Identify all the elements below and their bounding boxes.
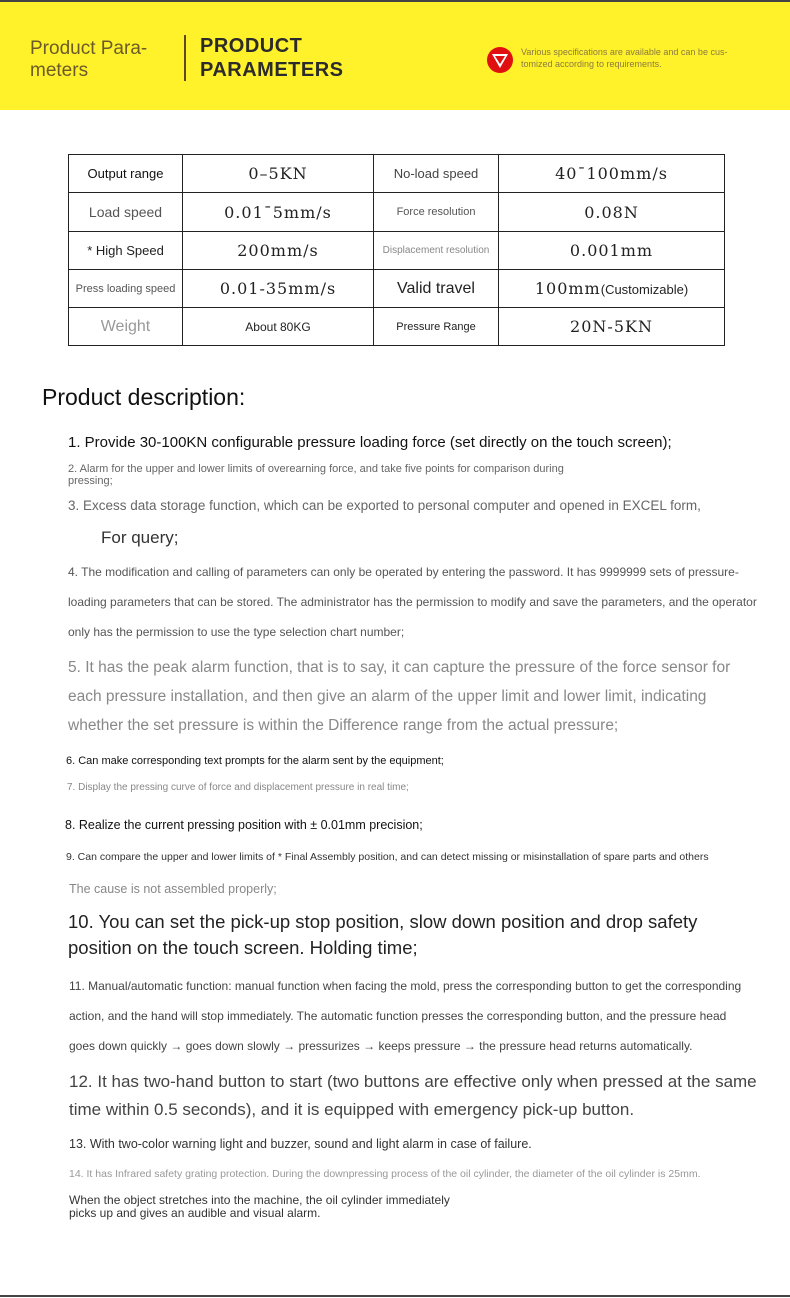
header-note-line1: Various specifications are available and can be cus- (521, 47, 728, 57)
list-item: 6. Can make corresponding text prompts for the alarm sent by the equipment; (66, 755, 444, 767)
header-title-caps-line1: PRODUCT (200, 35, 303, 57)
spec-label: Valid travel (374, 270, 499, 308)
spec-value: 0.001mm (499, 232, 725, 270)
spec-label: Force resolution (374, 193, 499, 232)
list-item: 2. Alarm for the upper and lower limits of overearning force, and take five points for comparison during pressing; (68, 463, 564, 487)
spec-label: * High Speed (69, 232, 183, 270)
header-title-caps-line2: PARAMETERS (200, 59, 344, 81)
list-item: 12. It has two-hand button to start (two buttons are effective only when pressed at the same time within 0.5 seconds), and it is equipped with emergency pick-up button. (69, 1072, 757, 1119)
header-banner (0, 2, 790, 110)
list-item: 8. Realize the current pressing position with ± 0.01mm precision; (65, 818, 423, 832)
header-note (521, 46, 771, 70)
table-row (69, 232, 725, 270)
header-title-caps (200, 34, 344, 82)
spec-value: 0.01-35mm/s (183, 270, 374, 308)
table-row (69, 308, 725, 346)
spec-value: 20N-5KN (499, 308, 725, 346)
spec-value: 100mm (534, 279, 601, 298)
bottom-border (0, 1295, 790, 1297)
spec-value-note: (Customizable) (600, 282, 689, 297)
header-title-en-line1: Product Para- (30, 38, 148, 59)
spec-value: 0.08N (499, 193, 725, 232)
table-row (69, 155, 725, 193)
list-item: When the object stretches into the machine, the oil cylinder immediately picks up and gives an audible and visual alarm. (69, 1193, 450, 1220)
description-title: Product description: (42, 384, 246, 410)
spec-label: No-load speed (374, 155, 499, 193)
header-title-en (30, 38, 147, 82)
spec-label: Output range (69, 155, 183, 193)
list-item: 14. It has Infrared safety grating protection. During the downpressing process of the oil cylinder, the diameter of the oil cylinder is 25mm. (69, 1168, 701, 1180)
spec-value: 200mm/s (183, 232, 374, 270)
spec-value-cell (499, 270, 725, 308)
spec-value: About 80KG (183, 308, 374, 346)
list-item: 9. Can compare the upper and lower limits of * Final Assembly position, and can detect missing or misinstallation of spare parts and others (66, 851, 709, 863)
list-item: 3. Excess data storage function, which can be exported to personal computer and opened in EXCEL form, (68, 498, 701, 513)
spec-label: Pressure Range (374, 308, 499, 346)
header-note-line2: tomized according to requirements. (521, 59, 662, 69)
list-item: 1. Provide 30-100KN configurable pressure loading force (set directly on the touch screen); (68, 434, 672, 451)
table-row (69, 270, 725, 308)
header-divider (184, 35, 186, 81)
list-item: 4. The modification and calling of parameters can only be operated by entering the password. It has 9999999 sets of pressure-loading parameters that can be stored. The administrator has the permission to modify and save the parameters, and the operator only has the permission to use the type selection chart number; (68, 565, 757, 639)
table-row (69, 193, 725, 232)
spec-label: Weight (69, 308, 183, 346)
list-item: 7. Display the pressing curve of force and displacement pressure in real time; (67, 782, 409, 793)
list-item: The cause is not assembled properly; (69, 882, 277, 896)
header-title-en-line2: meters (30, 60, 89, 81)
list-item: 11. Manual/automatic function: manual function when facing the mold, press the corresponding button to get the corresponding action, and the hand will stop immediately. The automatic function presses the corresponding button, and the pressure head goes down quickly → goes down slowly → pressurizes → keeps pressure → the pressure head returns automatically. (69, 979, 742, 1053)
list-item: 5. It has the peak alarm function, that is to say, it can capture the pressure of the force sensor for each pressure installation, and then give an alarm of the upper limit and lower limit, indicating whether the set pressure is within the Difference range from the actual pressure; (68, 659, 731, 734)
spec-label: Displacement resolution (374, 232, 499, 270)
list-item: 10. You can set the pick-up stop position, slow down position and drop safety position on the touch screen. Holding time; (68, 911, 698, 958)
spec-value: 40¯100mm/s (499, 155, 725, 193)
triangle-badge-icon (486, 46, 514, 74)
spec-label: Load speed (69, 193, 183, 232)
spec-value: 0.01¯5mm/s (183, 193, 374, 232)
spec-label: Press loading speed (69, 270, 183, 308)
spec-value: 0–5KN (183, 155, 374, 193)
list-item: For query; (101, 528, 179, 547)
list-item: 13. With two-color warning light and buzzer, sound and light alarm in case of failure. (69, 1137, 532, 1151)
spec-table (68, 154, 725, 346)
